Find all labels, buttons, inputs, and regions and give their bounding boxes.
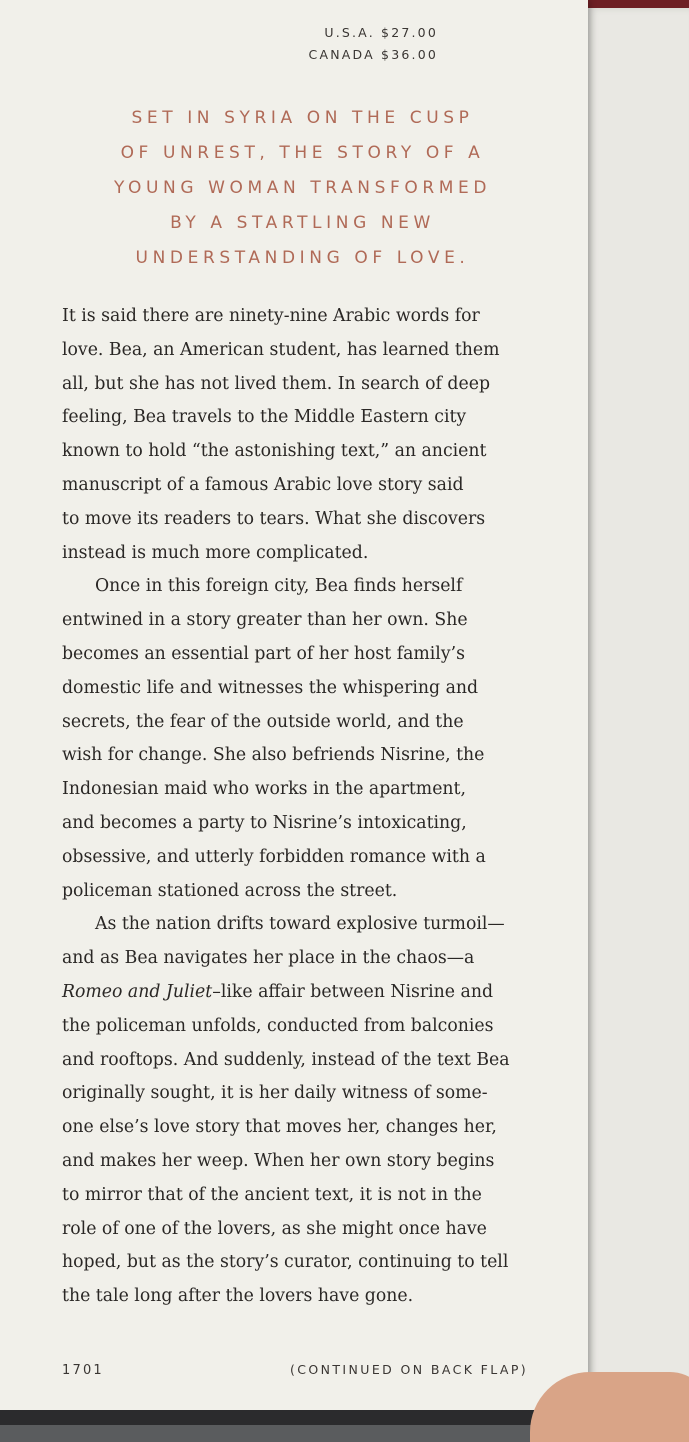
text-line: Indonesian maid who works in the apartment, [62,779,466,800]
book-cover-edge [580,0,689,8]
text-line: becomes an essential part of her host family’s [62,643,465,664]
text-line: and rooftops. And suddenly, instead of the text Bea [62,1049,510,1070]
paragraph-2 [62,570,552,908]
book-title-italic: Romeo and Juliet [62,981,213,1002]
text-line: feeling, Bea travels to the Middle Eastern city [62,407,467,428]
text-line: instead is much more complicated. [62,542,369,563]
text-line: entwined in a story greater than her own. She [62,610,468,631]
text-line [62,976,552,1010]
text-line: to mirror that of the ancient text, it is not in the [62,1184,482,1205]
catalog-code: 1701 [62,1363,104,1378]
continued-note: (CONTINUED ON BACK FLAP) [290,1362,529,1377]
text-line: It is said there are ninety-nine Arabic words for [62,306,480,326]
finger [530,1372,689,1442]
text-line: secrets, the fear of the outside world, and the [62,711,464,732]
text-line: one else’s love story that moves her, changes her, [62,1117,497,1138]
text-line: love. Bea, an American student, has learned them [62,339,500,360]
text-line: and makes her weep. When her own story begins [62,1150,495,1171]
text-line: known to hold “the astonishing text,” an ancient [62,441,487,462]
tagline-line: YOUNG WOMAN TRANSFORMED [113,178,492,198]
text-line: obsessive, and utterly forbidden romance with a [62,846,486,867]
paragraph-3 [62,908,552,1314]
synopsis [62,300,552,1314]
paragraph-1 [62,300,552,570]
price-usa: U.S.A. $27.00 [324,25,438,40]
tagline-line: OF UNREST, THE STORY OF A [120,143,485,163]
text-line: policeman stationed across the street. [62,880,398,901]
text-line: manuscript of a famous Arabic love story said [62,474,464,495]
tagline-line: SET IN SYRIA ON THE CUSP [131,108,474,128]
text-line: hoped, but as the story’s curator, continuing to tell [62,1252,509,1273]
text-line: and becomes a party to Nisrine’s intoxicating, [62,812,467,833]
tagline-line: UNDERSTANDING OF LOVE. [135,248,470,268]
tagline-line: BY A STARTLING NEW [170,213,435,233]
text-line: role of one of the lovers, as she might once have [62,1218,487,1239]
text-line: the tale long after the lovers have gone. [62,1286,414,1307]
text-line: originally sought, it is her daily witness of some- [62,1083,488,1104]
tagline [50,101,555,276]
text-line: to move its readers to tears. What she discovers [62,508,486,529]
back-page [586,8,689,1408]
text-line: the policeman unfolds, conducted from balconies [62,1015,494,1036]
text-line: wish for change. She also befriends Nisrine, the [62,745,485,766]
text-line: all, but she has not lived them. In search of deep [62,373,491,394]
text-line: domestic life and witnesses the whispering and [62,677,479,698]
price-canada: CANADA $36.00 [308,47,438,62]
text-line: and as Bea navigates her place in the chaos—a [62,948,475,969]
text-line: Once in this foreign city, Bea finds herself [95,576,463,597]
text-line: As the nation drifts toward explosive turmoil— [95,914,505,935]
text-span: –like affair between Nisrine and [212,981,494,1002]
